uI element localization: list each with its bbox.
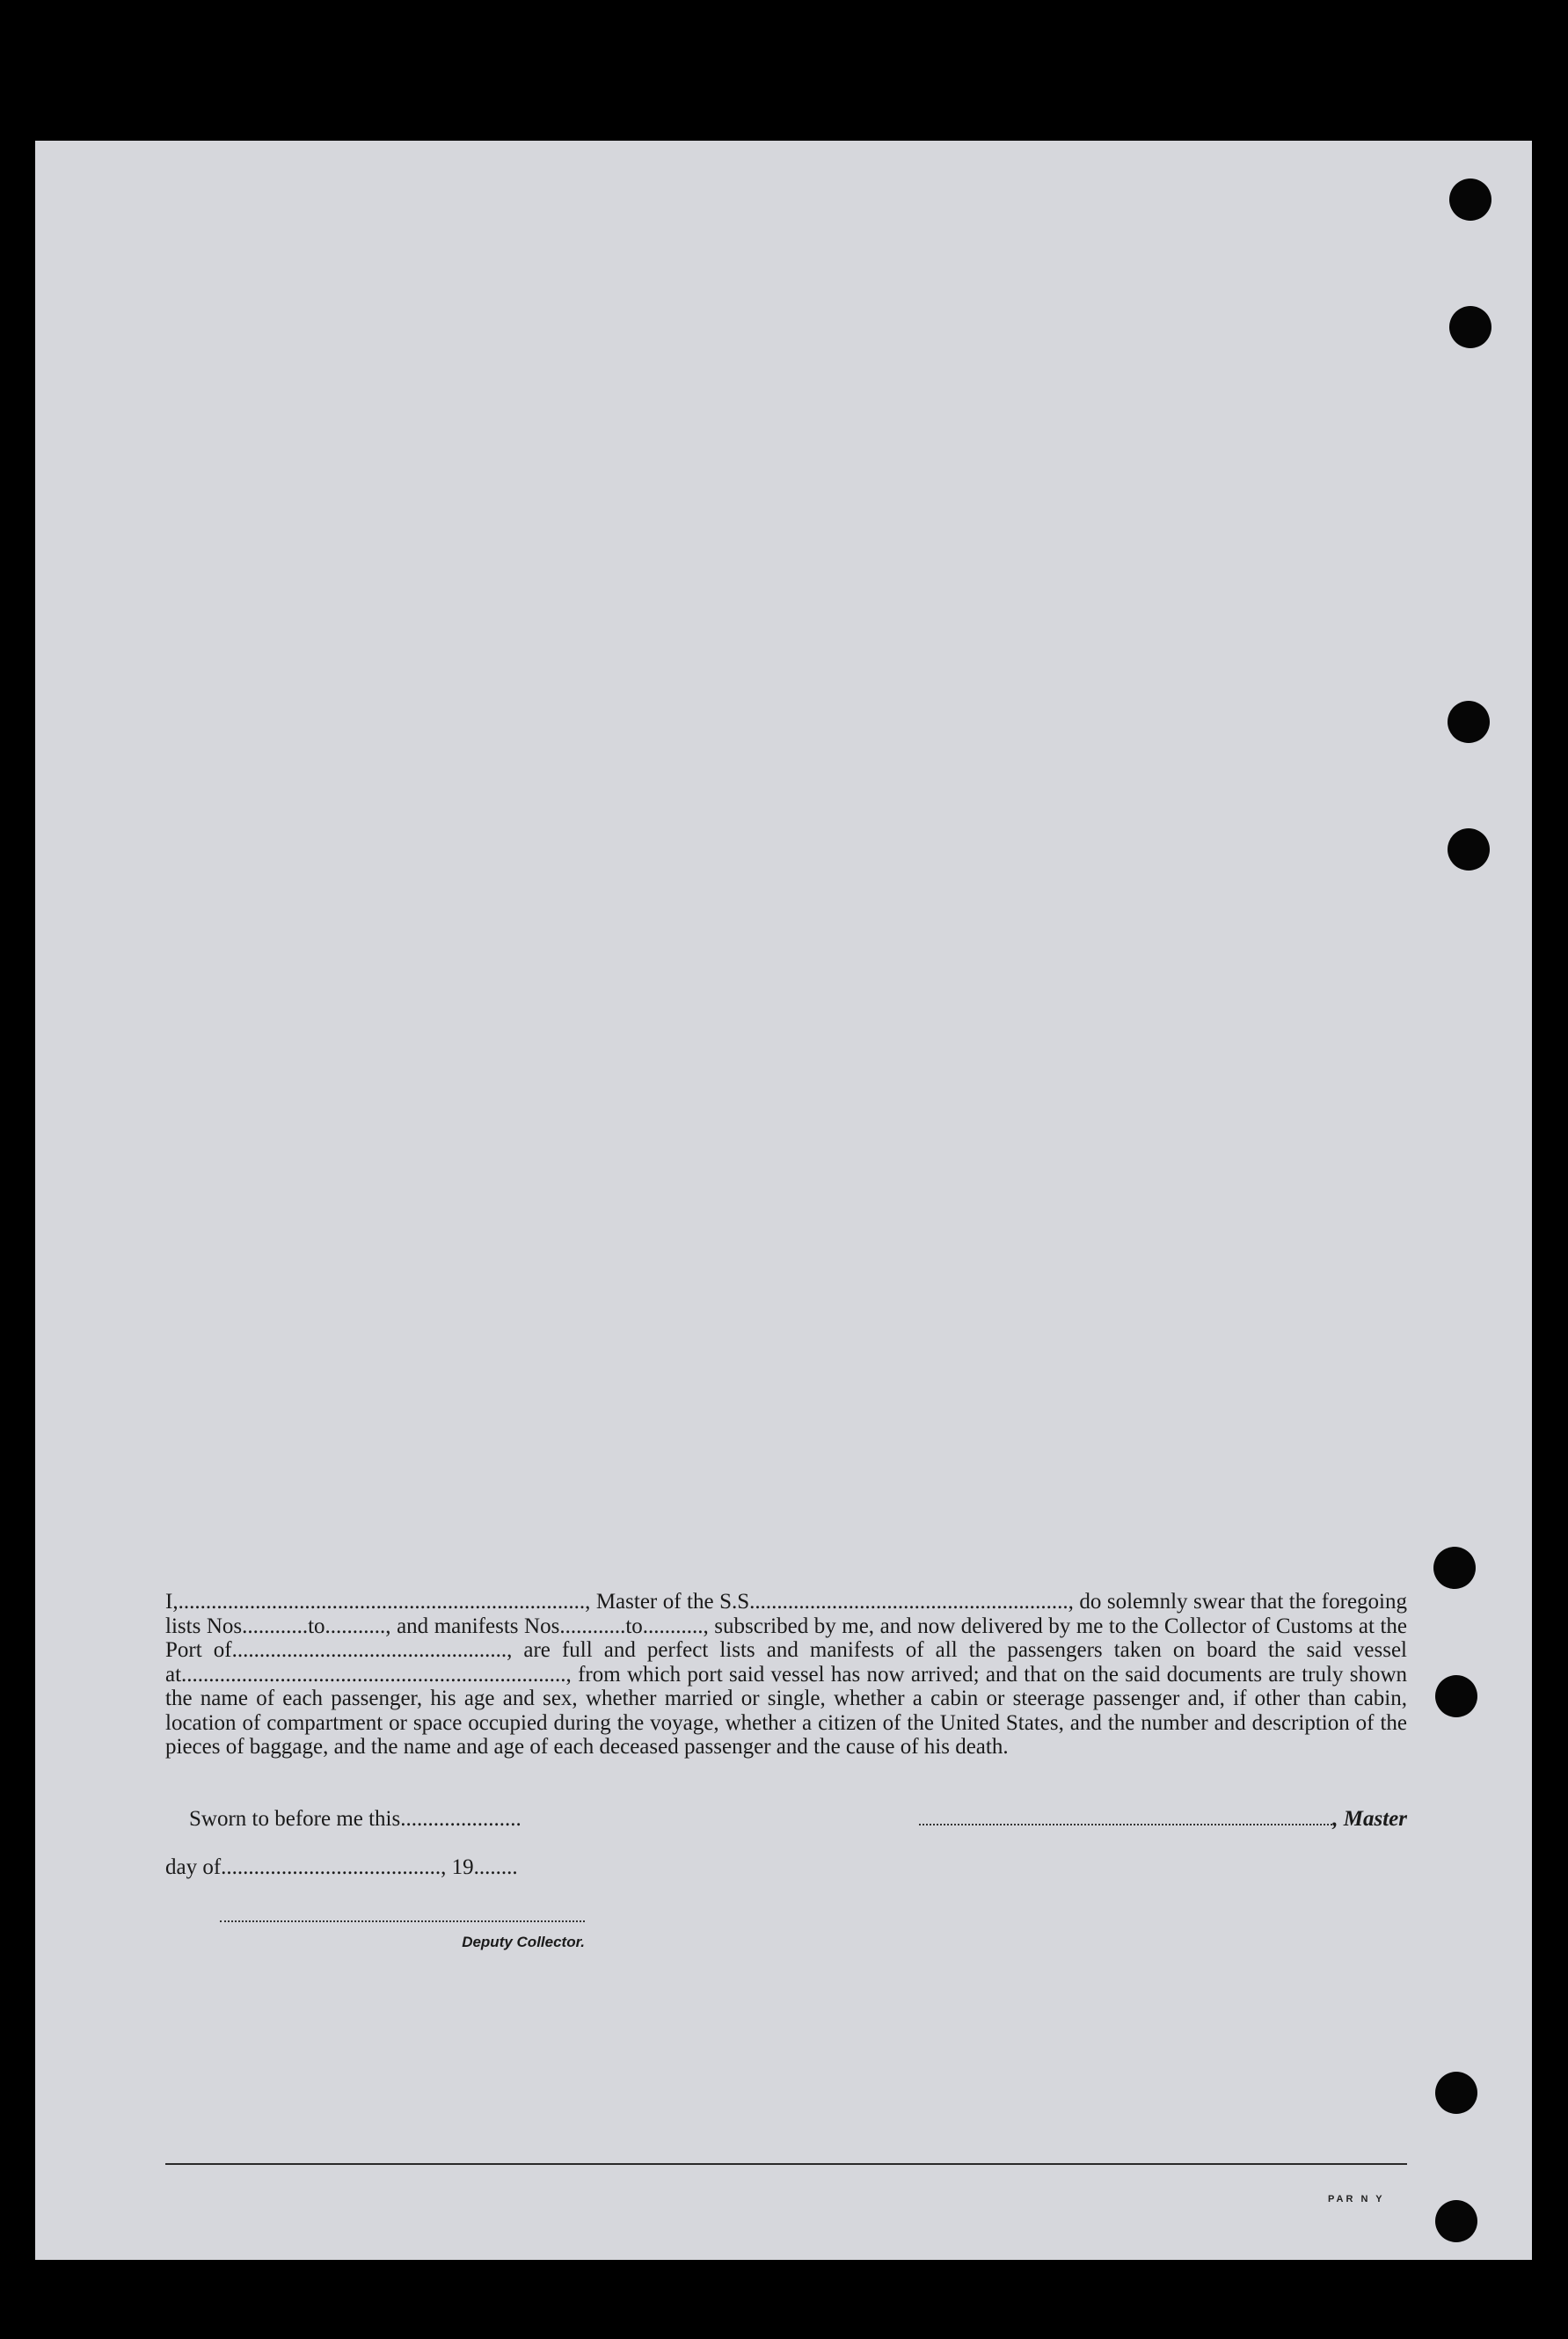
- punch-hole: [1435, 2200, 1477, 2242]
- punch-hole: [1435, 1675, 1477, 1717]
- bleed-through-header: [246, 237, 1038, 273]
- punch-hole: [1449, 306, 1491, 348]
- sworn-before-line: Sworn to before me this......................: [189, 1807, 521, 1831]
- master-suffix: , Master: [1332, 1807, 1407, 1831]
- day-of-line: day of........................................, 19........: [165, 1855, 518, 1879]
- punch-hole: [1435, 2072, 1477, 2114]
- punch-hole: [1448, 828, 1490, 871]
- punch-hole: [1433, 1547, 1476, 1589]
- punch-hole: [1449, 179, 1491, 221]
- printer-mark: PAR N Y: [1328, 2194, 1385, 2204]
- punch-hole: [1448, 701, 1490, 743]
- deputy-signature-line: [220, 1904, 585, 1951]
- deputy-collector-label: Deputy Collector.: [462, 1934, 585, 1950]
- master-oath-paragraph: I,.........................................................................., Master of the S.S.........................................................., do solemnly swear that the foregoing lists Nos............to..........., and manifests Nos............to..........., subscribed by me, and now delivered by me to the Collector of Customs at the Port of.................................................., are full and perfect lists and manifests of all the passengers taken on board the said vessel at......................................................................, from which port said vessel has now arrived; and that on the said documents are truly shown the name of each passenger, his age and sex, whether married or single, whether a cabin or steerage passenger and, if other than cabin, location of compartment or space occupied during the voyage, whether a citizen of the United States, and the number and description of the pieces of baggage, and the name and age of each deceased passenger and the cause of his death.: [165, 1590, 1407, 1759]
- document-page: [35, 141, 1532, 2260]
- master-signature-line: [906, 1807, 1407, 1832]
- bottom-rule: [165, 2163, 1407, 2165]
